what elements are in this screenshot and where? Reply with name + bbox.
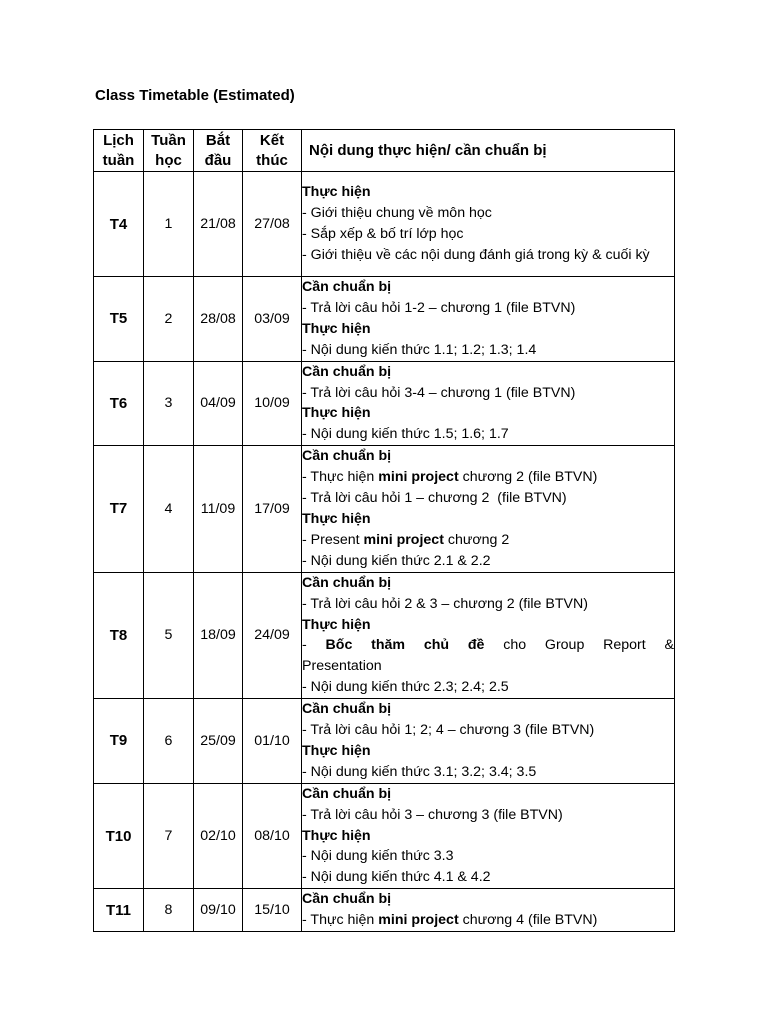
cell-end-date: 15/10 <box>243 889 302 932</box>
section-heading: Cần chuẩn bị <box>302 363 392 380</box>
cell-content <box>302 889 675 932</box>
cell-content <box>302 172 675 277</box>
cell-start-date: 09/10 <box>194 889 243 932</box>
section-heading: Cần chuẩn bị <box>302 785 392 802</box>
content-line: - Nội dung kiến thức 1.5; 1.6; 1.7 <box>302 426 509 443</box>
cell-end-date: 17/09 <box>243 446 302 572</box>
timetable <box>93 129 675 932</box>
content-line: - Nội dung kiến thức 4.1 & 4.2 <box>302 869 491 886</box>
section-heading: Cần chuẩn bị <box>302 448 392 465</box>
content-line: - Nội dung kiến thức 2.3; 2.4; 2.5 <box>302 679 509 696</box>
cell-end-date: 08/10 <box>243 783 302 889</box>
section-heading: Thực hiện <box>302 616 371 633</box>
header-start: Bắt đầu <box>194 130 243 172</box>
content-line: - Trả lời câu hỏi 2 & 3 – chương 2 (file BTVN) <box>302 595 588 612</box>
cell-end-date: 03/09 <box>243 277 302 362</box>
section-heading: Thực hiện <box>302 184 371 201</box>
header-end: Kết thúc <box>243 130 302 172</box>
cell-week: T11 <box>94 889 144 932</box>
content-line: - Nội dung kiến thức 3.1; 3.2; 3.4; 3.5 <box>302 763 537 780</box>
content-line: - Nội dung kiến thức 1.1; 1.2; 1.3; 1.4 <box>302 341 537 358</box>
table-row <box>94 572 675 698</box>
cell-week: T10 <box>94 783 144 889</box>
content-line: - Present mini project chương 2 <box>302 531 510 548</box>
content-line: - Trả lời câu hỏi 1-2 – chương 1 (file BTVN) <box>302 299 576 316</box>
content-line: - Thực hiện mini project chương 4 (file BTVN) <box>302 912 598 929</box>
content-line: - Giới thiệu chung về môn học <box>302 205 492 222</box>
cell-content <box>302 572 675 698</box>
section-heading: Thực hiện <box>302 510 371 527</box>
cell-study-week: 4 <box>144 446 194 572</box>
cell-week: T7 <box>94 446 144 572</box>
table-row <box>94 446 675 572</box>
cell-week: T8 <box>94 572 144 698</box>
header-row <box>94 130 675 172</box>
cell-end-date: 24/09 <box>243 572 302 698</box>
cell-content <box>302 361 675 446</box>
header-content: Nội dung thực hiện/ cần chuẩn bị <box>302 130 675 172</box>
cell-start-date: 25/09 <box>194 699 243 784</box>
cell-study-week: 2 <box>144 277 194 362</box>
table-row <box>94 277 675 362</box>
cell-study-week: 3 <box>144 361 194 446</box>
cell-start-date: 28/08 <box>194 277 243 362</box>
cell-content <box>302 446 675 572</box>
section-heading: Cần chuẩn bị <box>302 574 392 591</box>
content-line: Presentation <box>302 658 382 675</box>
cell-study-week: 7 <box>144 783 194 889</box>
section-heading: Thực hiện <box>302 320 371 337</box>
content-line: - Sắp xếp & bố trí lớp học <box>302 226 464 242</box>
cell-start-date: 02/10 <box>194 783 243 889</box>
content-line: - Nội dung kiến thức 2.1 & 2.2 <box>302 552 491 569</box>
cell-study-week: 6 <box>144 699 194 784</box>
cell-start-date: 04/09 <box>194 361 243 446</box>
table-row <box>94 361 675 446</box>
section-heading: Cần chuẩn bị <box>302 701 392 718</box>
cell-study-week: 5 <box>144 572 194 698</box>
cell-content <box>302 699 675 784</box>
cell-study-week: 8 <box>144 889 194 932</box>
section-heading: Cần chuẩn bị <box>302 279 392 295</box>
cell-start-date: 18/09 <box>194 572 243 698</box>
cell-end-date: 27/08 <box>243 172 302 277</box>
section-heading: Cần chuẩn bị <box>302 891 392 908</box>
content-line: - Thực hiện mini project chương 2 (file BTVN) <box>302 469 598 486</box>
cell-study-week: 1 <box>144 172 194 277</box>
cell-week: T5 <box>94 277 144 362</box>
cell-end-date: 10/09 <box>243 361 302 446</box>
page-title: Class Timetable (Estimated) <box>95 87 295 104</box>
cell-content <box>302 277 675 362</box>
content-line: - Giới thiệu về các nội dung đánh giá trong kỳ & cuối kỳ <box>302 246 650 263</box>
content-line: - Trả lời câu hỏi 3 – chương 3 (file BTVN) <box>302 806 563 823</box>
section-heading: Thực hiện <box>302 742 371 759</box>
table-row <box>94 783 675 889</box>
cell-end-date: 01/10 <box>243 699 302 784</box>
section-heading: Thực hiện <box>302 405 371 422</box>
content-line: - Nội dung kiến thức 3.3 <box>302 848 454 865</box>
cell-content <box>302 783 675 889</box>
content-line: - Bốc thăm chủ đề cho Group Report & <box>302 637 674 654</box>
content-line: - Trả lời câu hỏi 1 – chương 2 (file BTVN) <box>302 490 567 507</box>
cell-start-date: 11/09 <box>194 446 243 572</box>
header-week: Lịch tuần <box>94 130 144 172</box>
cell-week: T9 <box>94 699 144 784</box>
table-row <box>94 699 675 784</box>
cell-week: T6 <box>94 361 144 446</box>
content-line: - Trả lời câu hỏi 1; 2; 4 – chương 3 (file BTVN) <box>302 722 595 739</box>
cell-week: T4 <box>94 172 144 277</box>
table-row <box>94 889 675 932</box>
cell-start-date: 21/08 <box>194 172 243 277</box>
content-line: - Trả lời câu hỏi 3-4 – chương 1 (file BTVN) <box>302 384 576 401</box>
header-study-week: Tuần học <box>144 130 194 172</box>
table-row <box>94 172 675 277</box>
section-heading: Thực hiện <box>302 827 371 844</box>
